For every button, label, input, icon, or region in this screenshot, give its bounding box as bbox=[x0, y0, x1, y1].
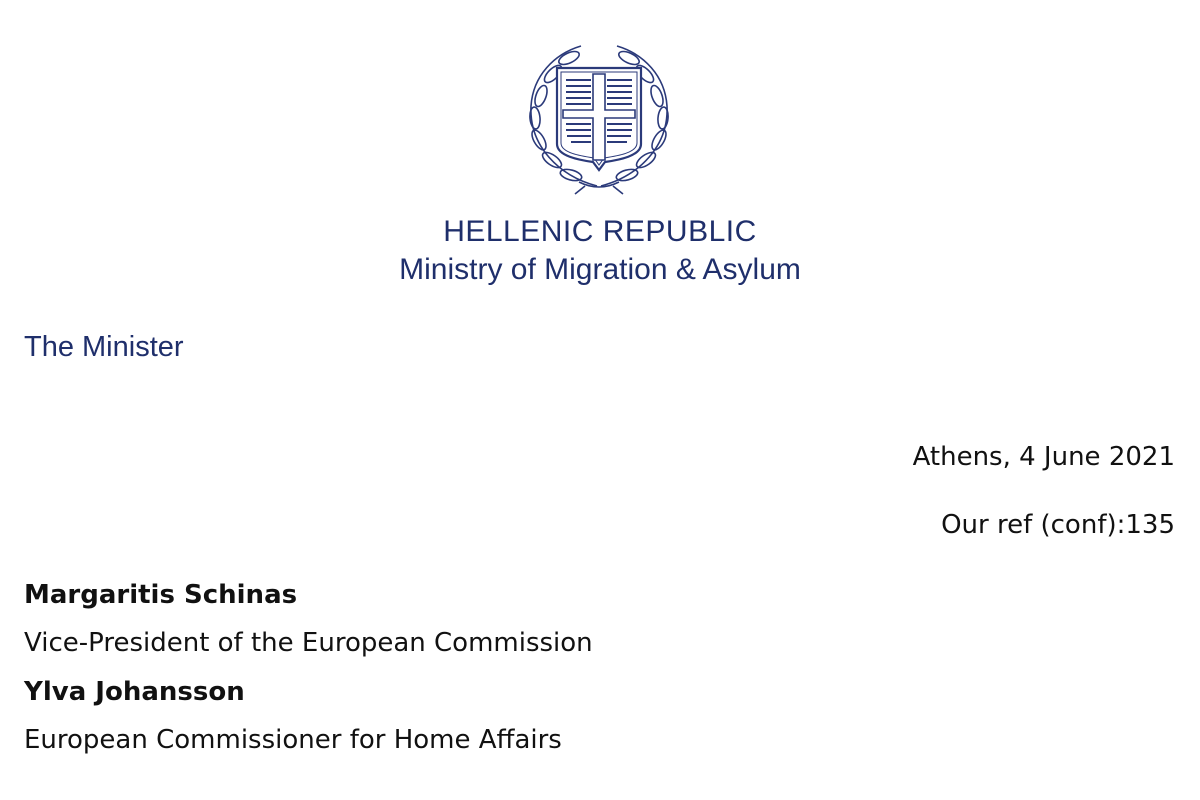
ministry-name: Ministry of Migration & Asylum bbox=[399, 253, 801, 286]
recipient-title: Vice-President of the European Commission bbox=[24, 628, 593, 658]
recipient-name: Margaritis Schinas bbox=[24, 580, 298, 610]
recipient-name: Ylva Johansson bbox=[24, 677, 245, 707]
date-line: Athens, 4 June 2021 bbox=[912, 442, 1175, 472]
reference-line: Our ref (conf):135 bbox=[941, 510, 1175, 540]
greek-coat-of-arms-icon bbox=[519, 36, 679, 196]
country-name: HELLENIC REPUBLIC bbox=[443, 215, 757, 248]
sender-title: The Minister bbox=[24, 331, 184, 363]
recipient-title: European Commissioner for Home Affairs bbox=[24, 725, 562, 755]
